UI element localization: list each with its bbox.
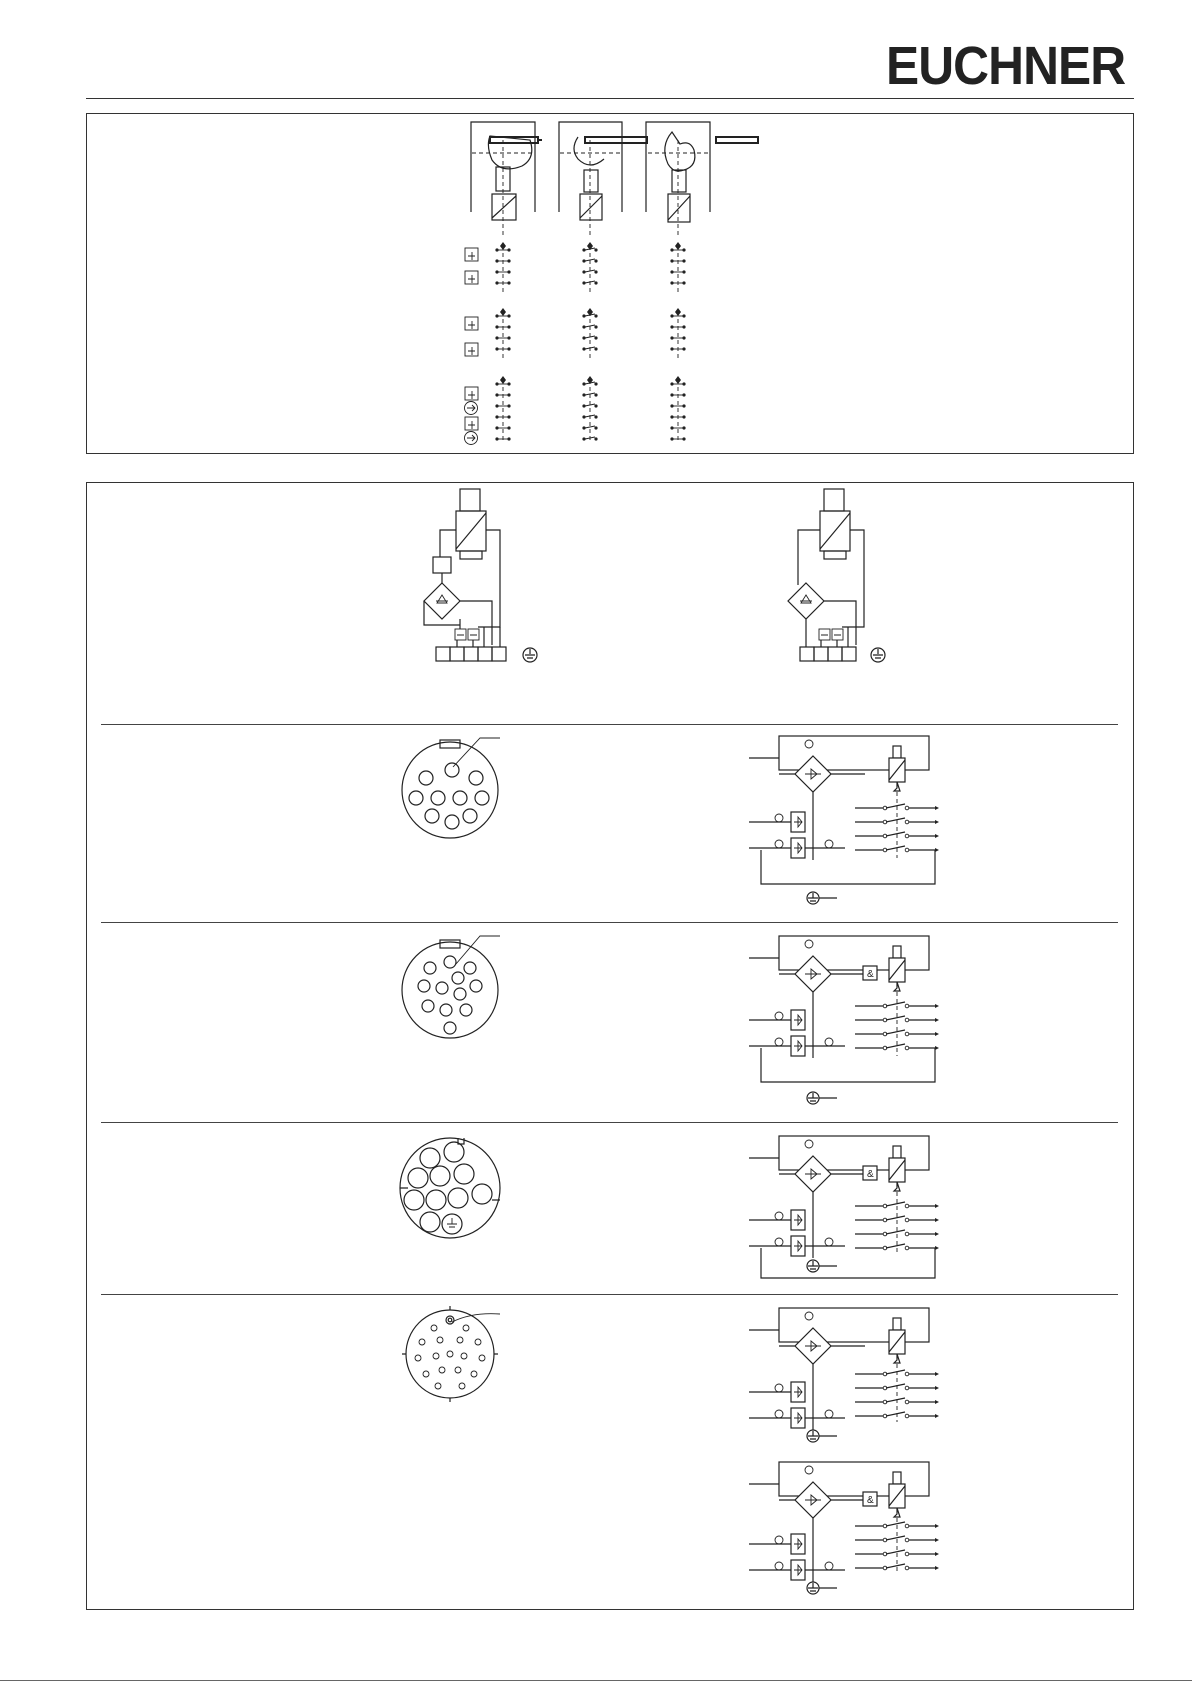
contact-columns bbox=[495, 242, 685, 441]
circuit-block-diagram-left bbox=[420, 485, 550, 670]
actuator-frame-2 bbox=[559, 122, 647, 238]
wiring-schematic-3 bbox=[745, 1130, 965, 1290]
euchner-logo: EUCHNER bbox=[886, 36, 1126, 96]
wiring-schematic-5 bbox=[745, 1456, 965, 1606]
actuator-positions-diagram bbox=[0, 0, 1192, 460]
ground-icon bbox=[807, 1430, 837, 1442]
row-divider-3 bbox=[101, 1122, 1118, 1123]
ground-icon bbox=[807, 1260, 837, 1272]
row-divider-1 bbox=[101, 724, 1118, 725]
actuator-frame-1 bbox=[471, 122, 542, 238]
wiring-schematic-2 bbox=[745, 930, 965, 1110]
connector-face-19-pin bbox=[400, 1304, 510, 1414]
row-divider-4 bbox=[101, 1294, 1118, 1295]
wiring-schematic-4 bbox=[745, 1302, 965, 1452]
footer-rule bbox=[0, 1680, 1192, 1681]
ground-icon bbox=[807, 1582, 837, 1594]
row-divider-2 bbox=[101, 922, 1118, 923]
actuator-frame-3 bbox=[646, 122, 758, 238]
ground-icon bbox=[871, 648, 885, 662]
ground-icon bbox=[807, 1092, 837, 1104]
svg-text:&: & bbox=[867, 1169, 874, 1180]
ground-icon bbox=[523, 648, 537, 662]
wiring-schematic-1 bbox=[745, 730, 965, 910]
circuit-block-diagram-right bbox=[784, 485, 914, 670]
connector-face-large-pin bbox=[400, 1128, 510, 1248]
switch-symbol-column bbox=[465, 248, 479, 445]
ground-icon bbox=[807, 892, 837, 904]
svg-text:&: & bbox=[867, 969, 874, 980]
connector-face-12-pin bbox=[400, 932, 510, 1052]
wiring-diagram-panel bbox=[86, 482, 1134, 1610]
svg-text:&: & bbox=[867, 1495, 874, 1506]
connector-face-10-pin bbox=[400, 732, 510, 852]
